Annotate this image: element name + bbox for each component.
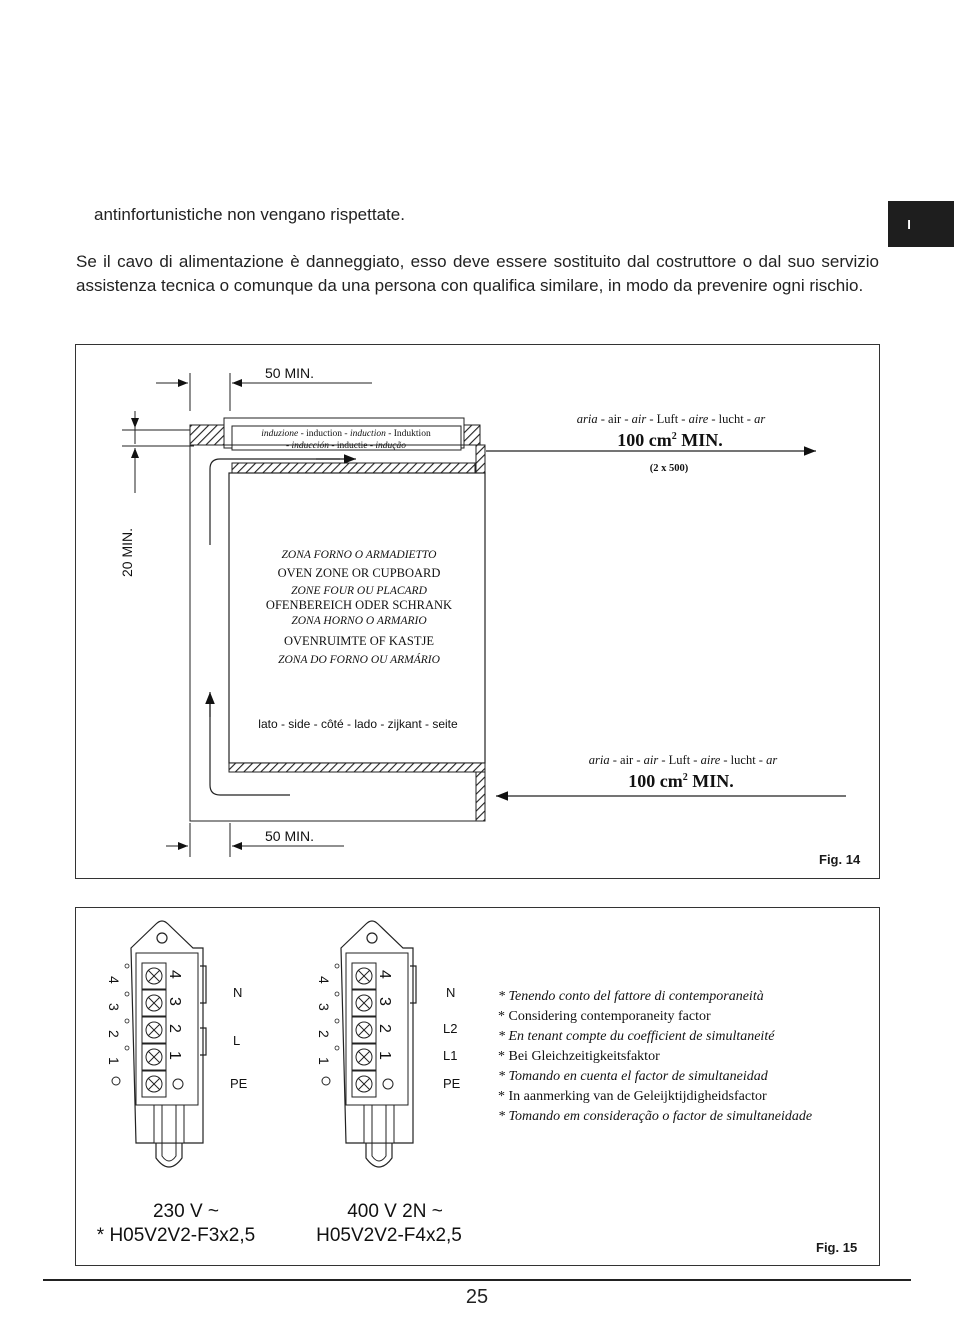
block2-label-l2: L2	[443, 1021, 458, 1036]
dim-top-label: 50 MIN.	[265, 365, 315, 381]
dim-bottom-label: 50 MIN.	[265, 828, 315, 844]
bottom-rule	[43, 1279, 911, 1281]
block1-label-pe: PE	[230, 1076, 248, 1091]
block2-num-1-inner: 1	[376, 1051, 393, 1060]
block1-num-2-outer: 2	[106, 1030, 122, 1038]
block2-num-4-outer: 4	[316, 976, 332, 984]
block1-num-1-inner: 1	[166, 1051, 183, 1060]
side-label: lato - side - côté - lado - zijkant - seite	[258, 717, 458, 731]
block2-num-3-outer: 3	[316, 1003, 332, 1011]
figure-15	[75, 907, 880, 1266]
block1-voltage: 230 V ~	[152, 1201, 220, 1222]
figure-14	[75, 344, 880, 879]
induction-label-2: - inducción - inductie - indução	[285, 441, 407, 451]
block2-num-2-outer: 2	[316, 1030, 332, 1038]
note-2: * Considering contemporaneity factor	[498, 1009, 711, 1024]
note-7: * Tomando em consideração o factor de simultaneidade	[498, 1109, 813, 1124]
zone-line-1: ZONA FORNO O ARMADIETTO	[281, 549, 437, 561]
dim-side-label: 20 MIN.	[119, 527, 135, 577]
note-5: * Tomando en cuenta el factor de simultaneidad	[498, 1069, 768, 1084]
block2-label-l1: L1	[443, 1048, 458, 1063]
block2-label-n: N	[446, 985, 456, 1000]
zone-line-4: OFENBEREICH ODER SCHRANK	[265, 598, 453, 612]
block1-cable: * H05V2V2-F3x2,5	[96, 1225, 256, 1246]
block2-num-3-inner: 3	[376, 997, 393, 1006]
terminal-block-230v	[106, 921, 248, 1167]
zone-line-3: ZONE FOUR OU PLACARD	[291, 585, 427, 597]
air-label-top: aria - air - air - Luft - aire - lucht - ar	[576, 412, 766, 426]
note-6: * In aanmerking van de Geleijktijdigheidsfactor	[498, 1089, 767, 1104]
paragraph-1: antinfortunistiche non vengano rispettate.	[94, 205, 405, 224]
block2-label-pe: PE	[443, 1076, 461, 1091]
induction-label-1: induzione - induction - induction - Induktion	[261, 429, 431, 439]
fig-15-label: Fig. 15	[816, 1240, 858, 1255]
language-tab: I	[888, 201, 954, 247]
block2-cable: H05V2V2-F4x2,5	[316, 1225, 462, 1246]
air-label-bottom: aria - air - air - Luft - aire - lucht - ar	[588, 753, 778, 767]
area-note: (2 x 500)	[649, 463, 689, 474]
block2-num-2-inner: 2	[376, 1024, 393, 1033]
block1-num-3-inner: 3	[166, 997, 183, 1006]
zone-line-5: ZONA HORNO O ARMARIO	[291, 615, 427, 627]
fig-14-label: Fig. 14	[819, 852, 861, 867]
zone-line-6: OVENRUIMTE OF KASTJE	[284, 634, 434, 648]
note-3: * En tenant compte du coefficient de simultaneité	[498, 1029, 775, 1044]
block1-label-n: N	[233, 985, 243, 1000]
terminal-block-400v	[316, 921, 461, 1167]
block1-num-4-outer: 4	[106, 976, 122, 984]
wiring-diagram	[76, 908, 881, 1267]
block2-num-1-outer: 1	[316, 1057, 332, 1065]
installation-diagram	[76, 345, 881, 880]
zone-line-7: ZONA DO FORNO OU ARMÁRIO	[278, 654, 440, 666]
block2-num-4-inner: 4	[376, 970, 393, 979]
block1-num-4-inner: 4	[166, 970, 183, 979]
zone-line-2: OVEN ZONE OR CUPBOARD	[277, 566, 441, 580]
note-4: * Bei Gleichzeitigkeitsfaktor	[498, 1049, 660, 1064]
area-min-bottom: 100 $cm^2$ MIN.	[628, 771, 734, 791]
page-number: 25	[465, 1286, 489, 1308]
block1-num-3-outer: 3	[106, 1003, 122, 1011]
block2-voltage: 400 V 2N ~	[347, 1201, 443, 1222]
block1-label-l: L	[233, 1033, 241, 1048]
area-min-top: 100 $cm^2$ MIN.	[617, 430, 723, 450]
note-1: * Tenendo conto del fattore di contemporaneità	[498, 989, 764, 1004]
paragraph-2: Se il cavo di alimentazione è danneggiato, esso deve essere sostituito dal costruttore o dal suo servizio assistenza tecnica o comunque da una persona con qualifica similare, in modo da prevenire ogni rischio.	[76, 252, 879, 295]
block1-num-1-outer: 1	[106, 1057, 122, 1065]
block1-num-2-inner: 2	[166, 1024, 183, 1033]
